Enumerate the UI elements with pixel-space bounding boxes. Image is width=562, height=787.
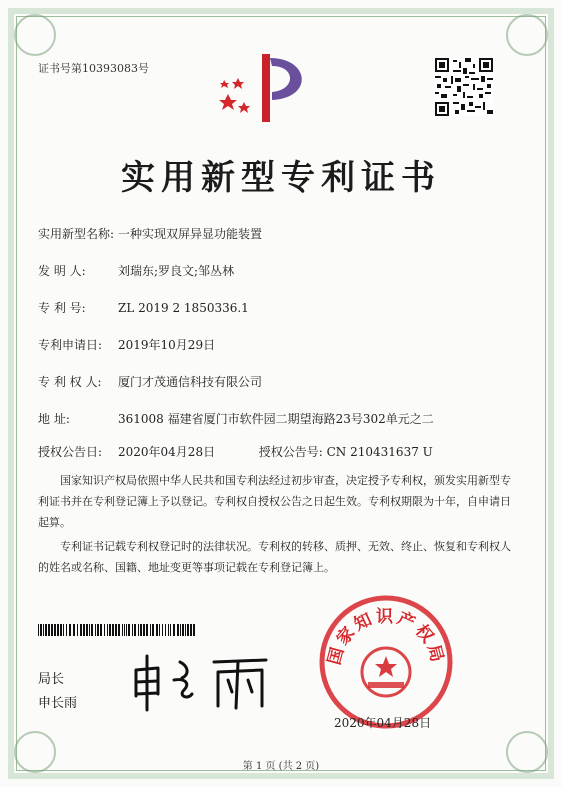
field-label: 专 利 号:	[38, 301, 86, 315]
grant-date-value: 2020年04月28日	[118, 445, 216, 459]
field-value: 361008 福建省厦门市软件园二期望海路23号302单元之二	[118, 412, 434, 426]
field-label: 专利申请日:	[38, 338, 103, 352]
field-utility-model-name	[38, 225, 262, 242]
legal-paragraph-2: 专利证书记载专利权登记时的法律状况。专利权的转移、质押、无效、终止、恢复和专利权人的姓名或名称、国籍、地址变更等事项记载在专利登记簿上。	[38, 540, 511, 574]
grant-number-value: CN 210431637 U	[326, 445, 433, 459]
certificate-number: 证书号第10393083号	[38, 62, 149, 75]
field-patentee	[38, 373, 262, 390]
signatory-title: 局长	[38, 672, 65, 687]
field-patent-number	[38, 299, 249, 316]
field-value: 厦门才茂通信科技有限公司	[118, 375, 263, 389]
field-grant-info	[38, 443, 433, 460]
inner-border	[16, 16, 546, 771]
handwritten-signature	[128, 648, 278, 718]
field-label: 实用新型名称:	[38, 227, 115, 241]
legal-paragraph-1: 国家知识产权局依照中华人民共和国专利法经过初步审查，决定授予专利权，颁发实用新型专利证书并在专利登记簿上予以登记。专利权自授权公告之日起生效。专利权期限为十年，自申请日起算。	[38, 474, 511, 529]
seal-date: 2020年04月28日	[334, 716, 432, 730]
official-seal-icon	[318, 594, 454, 730]
field-label: 授权公告日:	[38, 445, 103, 459]
field-label: 发 明 人:	[38, 264, 86, 278]
corner-ornament-top-left	[14, 14, 56, 56]
signatory-name: 申长雨	[38, 696, 78, 711]
field-address	[38, 410, 434, 427]
barcode-icon	[38, 624, 198, 636]
document-title: 实用新型专利证书	[121, 158, 441, 198]
field-inventors	[38, 262, 234, 279]
corner-ornament-top-right	[506, 14, 548, 56]
field-value: 刘瑞东;罗良文;邹丛林	[118, 264, 235, 278]
field-label: 专 利 权 人:	[38, 375, 102, 389]
qr-code-icon	[435, 58, 493, 116]
seal-text: 国家知识产权局	[324, 607, 448, 667]
field-value: ZL 2019 2 1850336.1	[118, 301, 249, 315]
field-label: 地 址:	[38, 412, 70, 426]
cnipa-logo-icon	[210, 48, 330, 128]
page-indicator: 第 1 页 (共 2 页)	[242, 761, 320, 772]
field-application-date	[38, 336, 215, 353]
grant-number-label: 授权公告号:	[258, 445, 323, 459]
field-value: 2019年10月29日	[118, 338, 216, 352]
field-value: 一种实现双屏异显功能装置	[118, 227, 263, 241]
